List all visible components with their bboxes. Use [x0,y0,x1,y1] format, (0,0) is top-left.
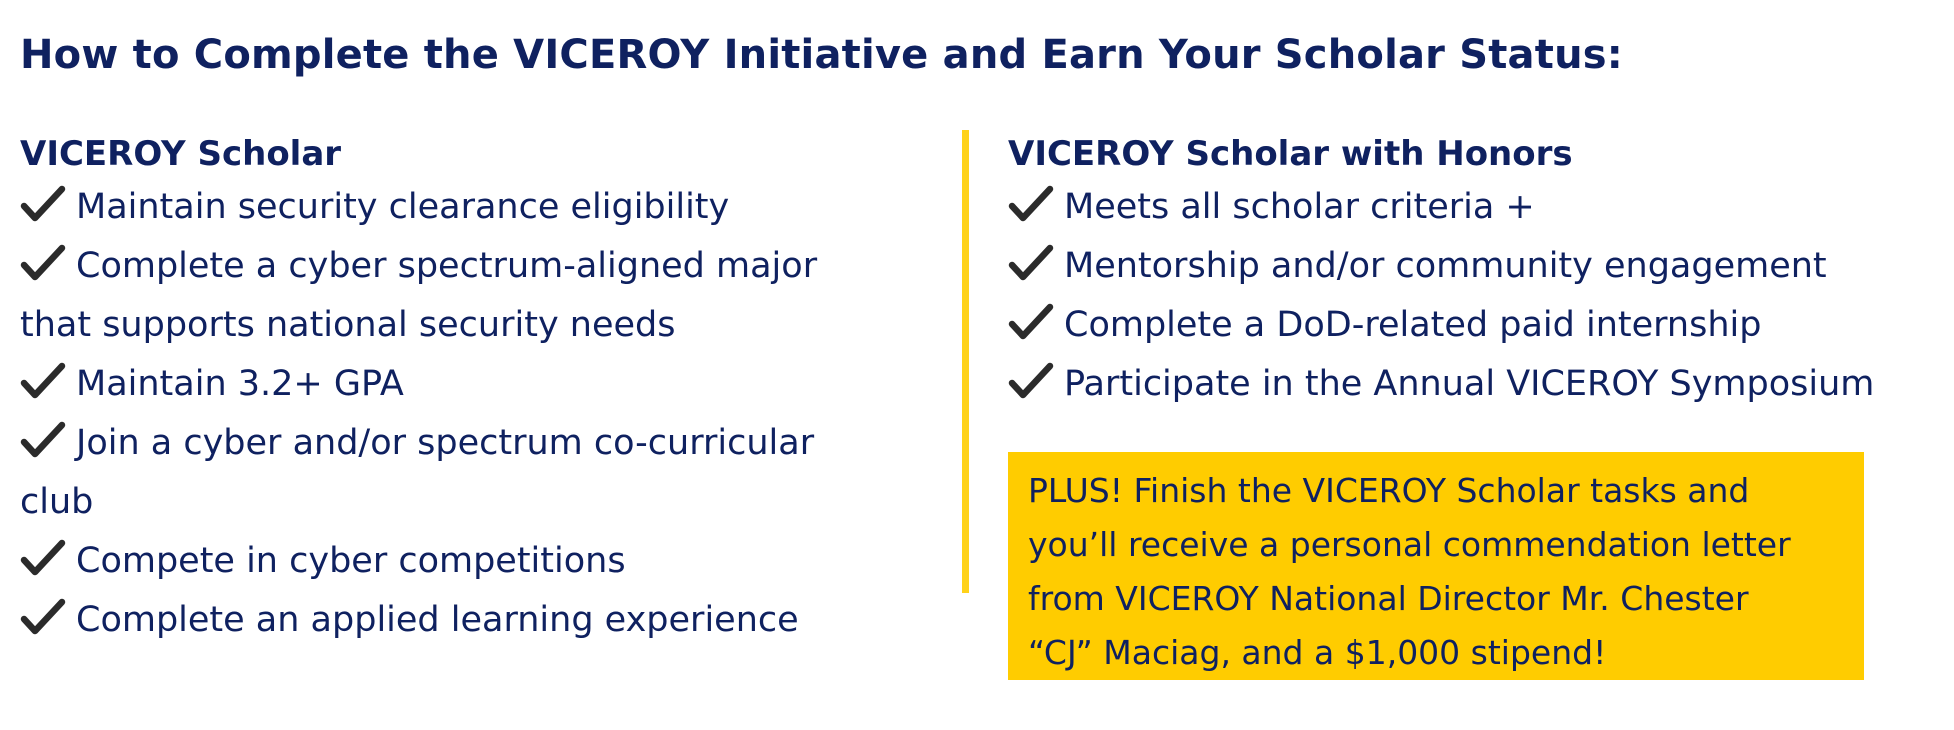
criteria-item-text: Participate in the Annual VICEROY Symposium [1064,364,1875,404]
checkmark-icon [20,244,66,282]
criteria-item-text: Complete a cyber spectrum-aligned major [76,246,818,286]
criteria-item [20,178,930,237]
scholar-column [20,130,930,650]
scholar-criteria-list [20,178,930,650]
criteria-item-text: Meets all scholar criteria + [1064,187,1535,227]
callout-line: PLUS! Finish the VICEROY Scholar tasks and [1028,471,1750,510]
criteria-item [20,414,930,473]
criteria-item [1008,237,1948,296]
criteria-item-continuation: club [20,482,94,522]
callout-line: from VICEROY National Director Mr. Chester [1028,579,1749,618]
scholar-heading: VICEROY Scholar [20,134,342,174]
checkmark-icon [20,362,66,400]
callout-line: “CJ” Maciag, and a $1,000 stipend! [1028,633,1607,672]
criteria-item-text: Complete an applied learning experience [76,600,799,640]
honors-column [1008,130,1948,414]
criteria-item [1008,178,1948,237]
criteria-item [20,237,930,296]
checkmark-icon [20,539,66,577]
criteria-item [1008,296,1948,355]
criteria-item [20,532,930,591]
criteria-item-text: Join a cyber and/or spectrum co-curricular [76,423,815,463]
criteria-item-continuation: that supports national security needs [20,305,676,345]
honors-heading: VICEROY Scholar with Honors [1008,134,1573,174]
checkmark-icon [1008,244,1054,282]
criteria-item-text: Maintain security clearance eligibility [76,187,730,227]
criteria-item-text: Maintain 3.2+ GPA [76,364,404,404]
criteria-item [20,591,930,650]
criteria-item-text: Complete a DoD-related paid internship [1064,305,1762,345]
callout-text [1028,464,1844,680]
callout-line: you’ll receive a personal commendation letter [1028,525,1791,564]
checkmark-icon [20,598,66,636]
criteria-item [20,355,930,414]
honors-criteria-list [1008,178,1948,414]
criteria-item [1008,355,1948,414]
column-divider [962,130,969,593]
criteria-item-text: Compete in cyber competitions [76,541,626,581]
page-title: How to Complete the VICEROY Initiative and Earn Your Scholar Status: [20,32,1623,78]
checkmark-icon [1008,185,1054,223]
criteria-item-text: Mentorship and/or community engagement [1064,246,1827,286]
checkmark-icon [1008,303,1054,341]
checkmark-icon [20,185,66,223]
checkmark-icon [20,421,66,459]
checkmark-icon [1008,362,1054,400]
plus-callout-box [1008,452,1864,680]
